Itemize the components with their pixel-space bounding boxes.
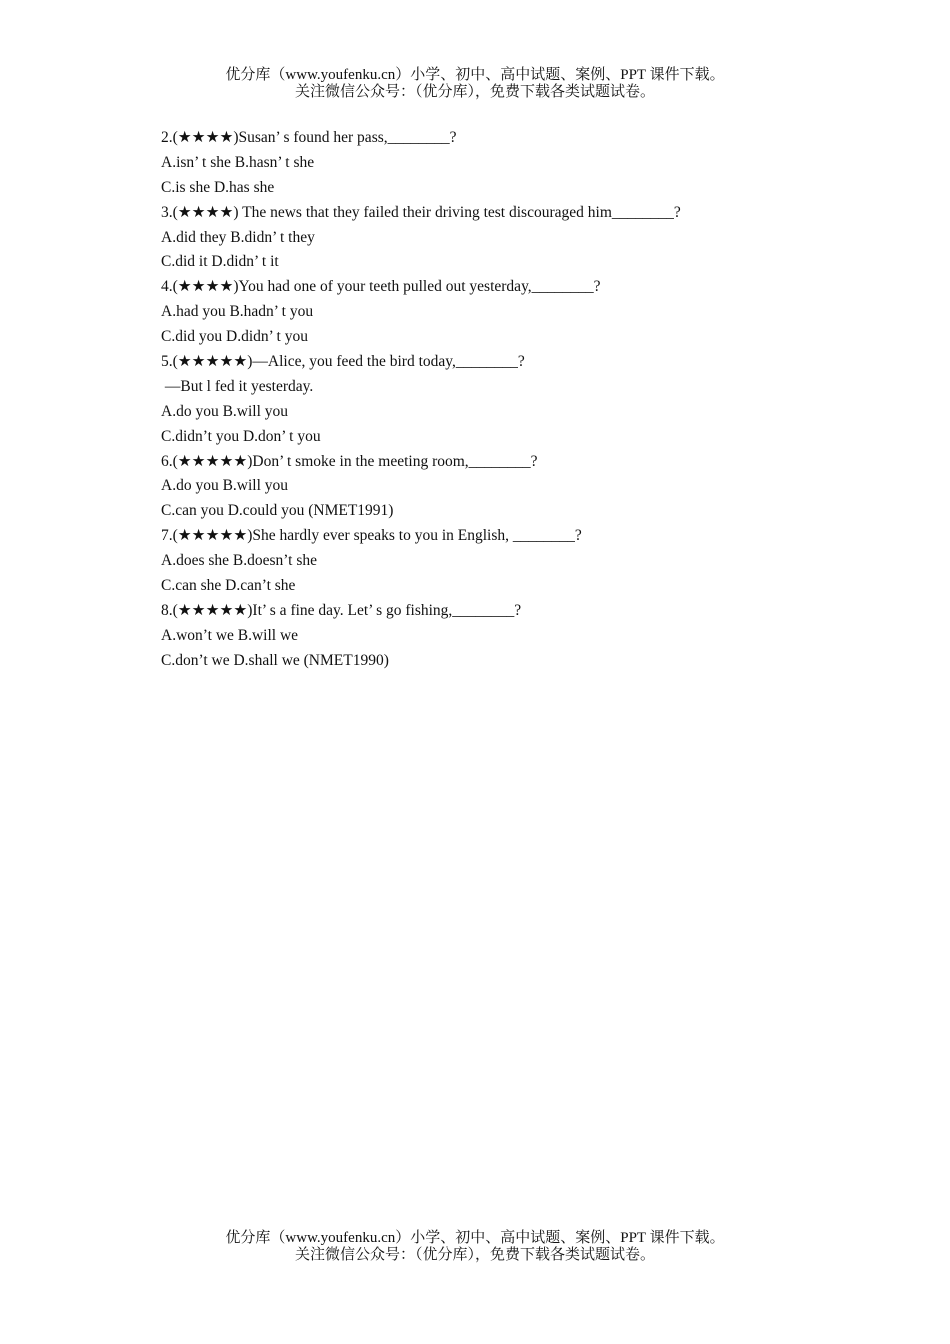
question-2-options-cd: C.is she D.has she [161,178,275,196]
page-header [0,67,950,101]
question-8-stem: 8.(★★★★★)It’ s a fine day. Let’ s go fishing,________? [161,601,522,619]
question-7-options-ab: A.does she B.doesn’t she [161,552,317,570]
question-3-options-ab: A.did they B.didn’ t they [161,228,315,246]
footer-line-1: 优分库（www.youfenku.cn）小学、初中、高中试题、案例、PPT 课件下载。 [225,1230,725,1246]
question-8-options-cd: C.don’t we D.shall we (NMET1990) [161,651,389,669]
header-line-2: 关注微信公众号：（优分库），免费下载各类试题试卷。 [294,84,655,100]
question-6-stem: 6.(★★★★★)Don’ t smoke in the meeting room,________? [161,452,538,470]
footer-line-2: 关注微信公众号：（优分库），免费下载各类试题试卷。 [294,1247,655,1263]
header-line-1: 优分库（www.youfenku.cn）小学、初中、高中试题、案例、PPT 课件下载。 [225,67,725,83]
question-5-stem: 5.(★★★★★)—Alice, you feed the bird today,________? [161,353,525,371]
question-7-stem: 7.(★★★★★)She hardly ever speaks to you in English, ________? [161,527,582,545]
question-4-stem: 4.(★★★★)You had one of your teeth pulled out yesterday,________? [161,278,601,296]
page-footer [0,1230,950,1264]
question-6-options-ab: A.do you B.will you [161,477,289,495]
question-2-stem: 2.(★★★★)Susan’ s found her pass,________? [161,129,457,146]
question-3-stem: 3.(★★★★) The news that they failed their driving test discouraged him________? [161,203,681,221]
question-list [161,126,861,674]
question-5-reply: —But l fed it yesterday. [161,377,314,395]
question-5-options-cd: C.didn’t you D.don’ t you [161,427,321,445]
question-5-options-ab: A.do you B.will you [161,402,289,420]
question-4-options-cd: C.did you D.didn’ t you [161,328,308,346]
question-6-options-cd: C.can you D.could you (NMET1991) [161,502,394,520]
question-3-options-cd: C.did it D.didn’ t it [161,253,279,271]
question-4-options-ab: A.had you B.hadn’ t you [161,303,314,321]
question-2-options-ab: A.isn’ t she B.hasn’ t she [161,153,315,171]
question-8-options-ab: A.won’t we B.will we [161,626,299,644]
question-7-options-cd: C.can she D.can’t she [161,577,296,595]
